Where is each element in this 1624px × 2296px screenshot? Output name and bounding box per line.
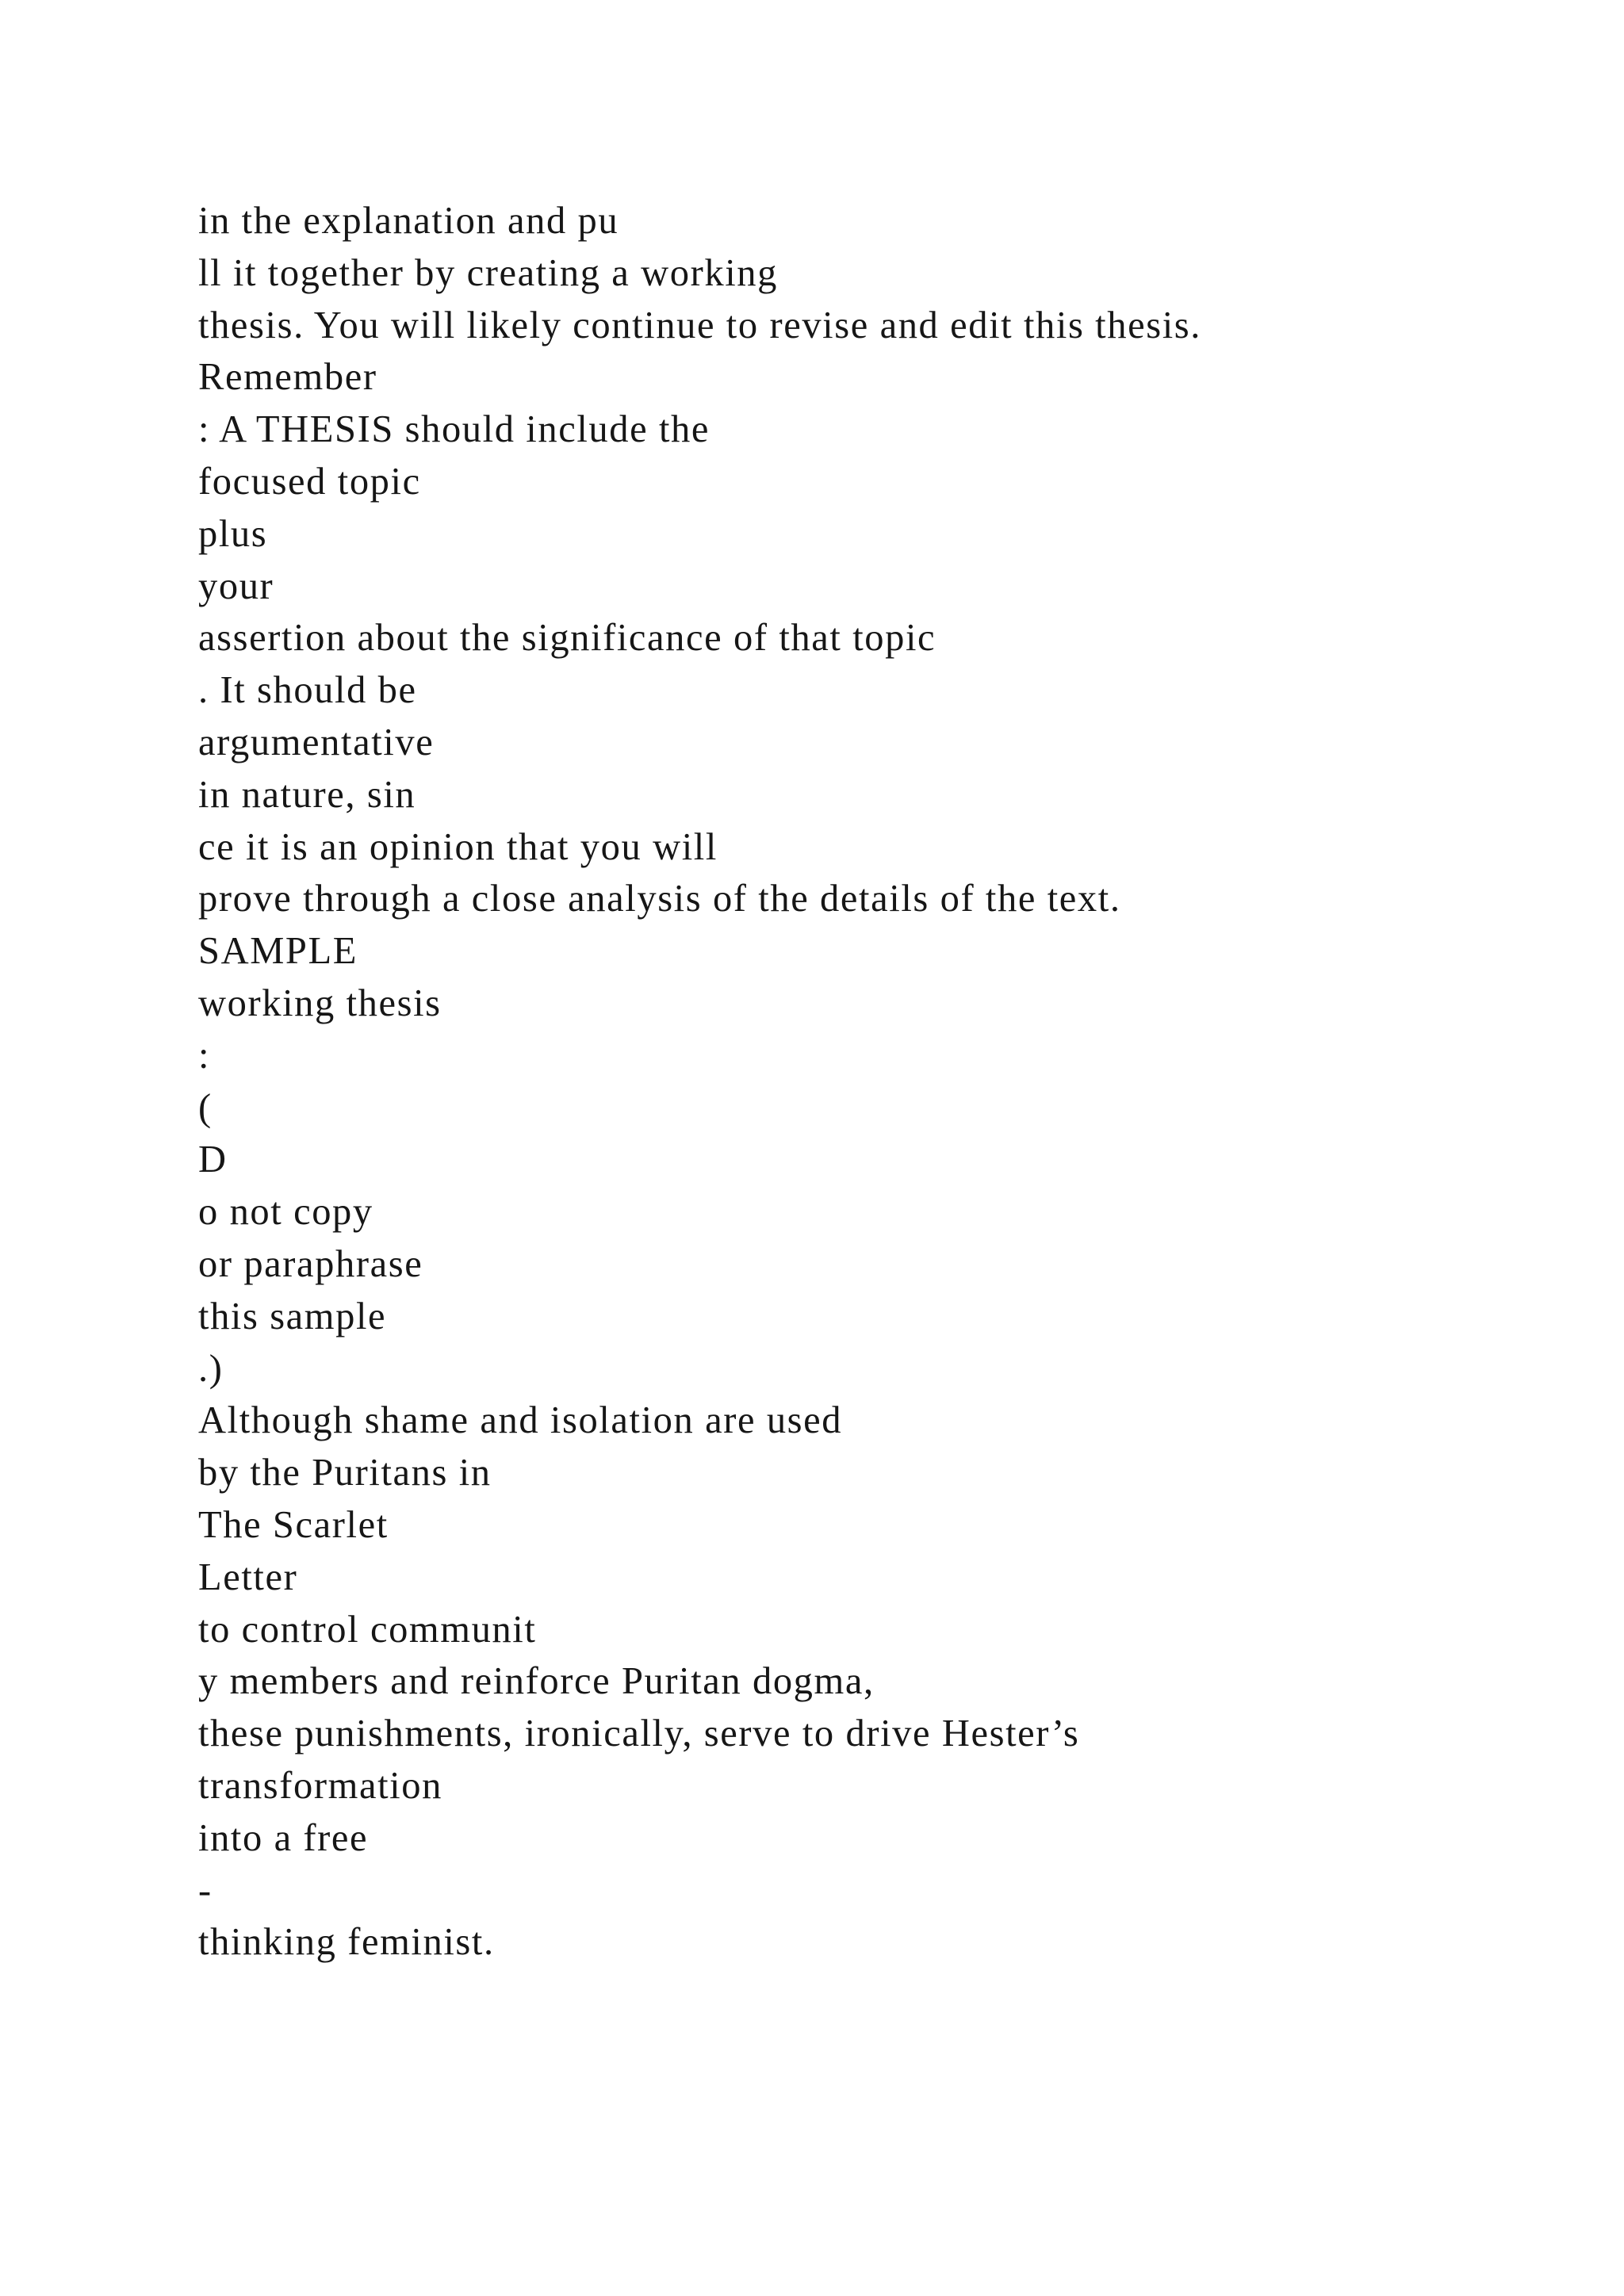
text-line: . It should be [198,669,417,712]
text-line: assertion about the significance of that topic [198,617,936,660]
text-line: Letter [198,1556,298,1598]
text-line: The Scarlet [198,1503,389,1546]
text-line: plus [198,512,268,555]
text-line: these punishments, ironically, serve to drive Hester’s [198,1712,1080,1755]
text-line: to control communit [198,1608,537,1651]
text-line: thinking feminist. [198,1921,495,1964]
text-line: : [198,1034,211,1077]
text-line: or paraphrase [198,1242,423,1285]
text-line: argumentative [198,721,435,763]
text-line: into a free [198,1816,369,1859]
text-line: Although shame and isolation are used [198,1399,843,1442]
text-line: : A THESIS should include the [198,408,710,451]
text-line: SAMPLE [198,930,358,973]
text-line: y members and reinforce Puritan dogma, [198,1660,875,1703]
text-line: transformation [198,1764,442,1807]
text-line: in nature, sin [198,773,416,816]
text-line: by the Puritans in [198,1452,492,1494]
text-line: this sample [198,1295,387,1337]
text-line: prove through a close analysis of the details of the text. [198,878,1121,920]
text-line: ( [198,1086,213,1129]
text-line: thesis. You will likely continue to revise and edit this thesis. [198,304,1201,346]
text-line: .) [198,1347,224,1390]
text-line: working thesis [198,982,442,1024]
text-line: D [198,1138,228,1181]
text-line: Remember [198,356,377,399]
text-line: o not copy [198,1191,373,1234]
text-line: in the explanation and pu [198,200,619,242]
text-line: ll it together by creating a working [198,251,779,294]
text-line: - [198,1869,213,1911]
text-line: your [198,564,274,607]
document-text-block [198,195,1546,1969]
text-line: ce it is an opinion that you will [198,825,718,868]
text-line: focused topic [198,460,421,503]
